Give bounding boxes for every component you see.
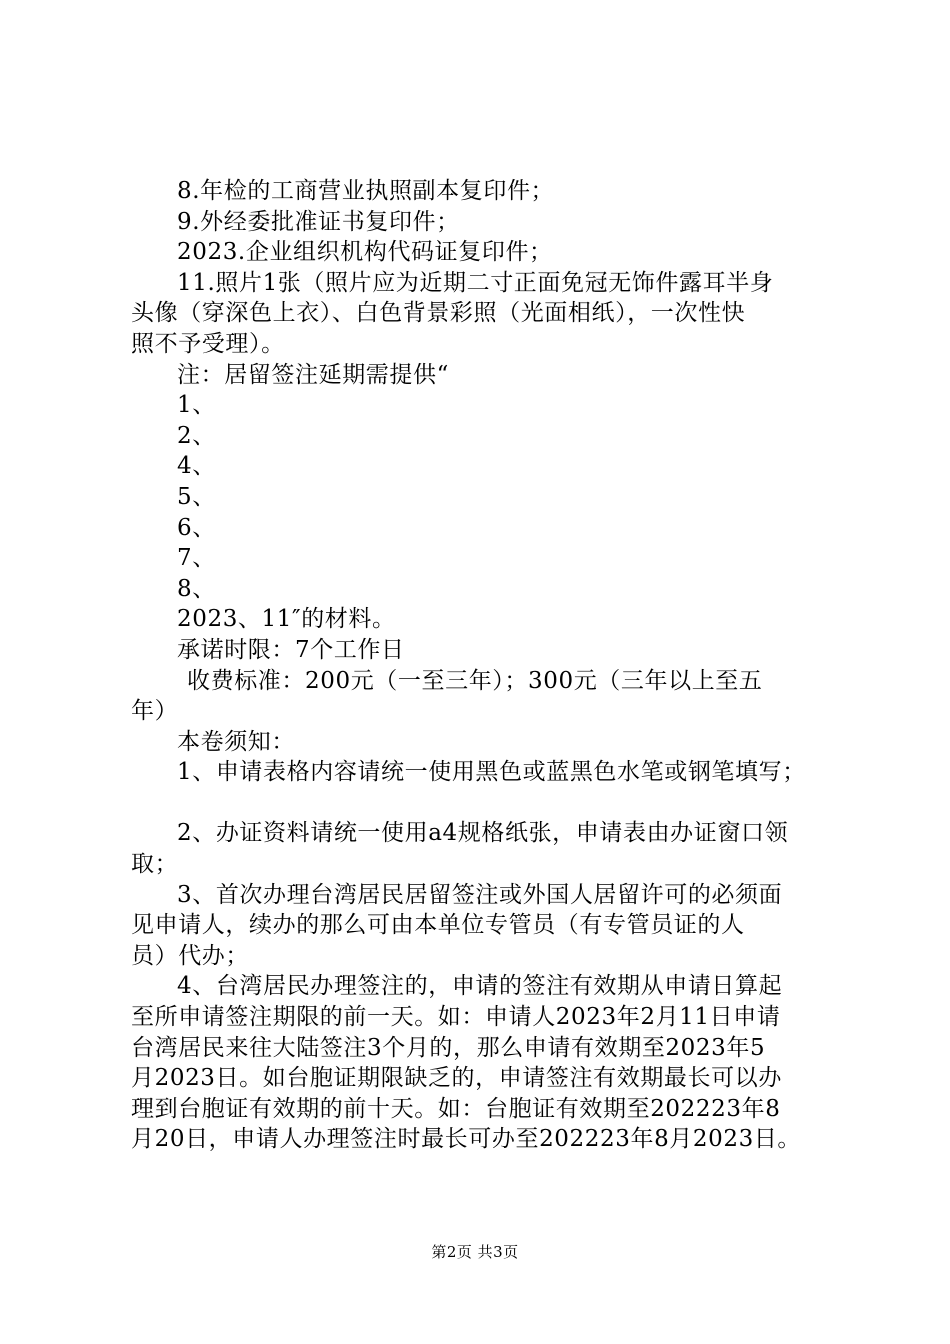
text-line: 注：居留签注延期需提供“: [177, 361, 449, 388]
list-item: 4、: [177, 453, 216, 480]
text-line: 理到台胞证有效期的前十天。如：台胞证有效期至202223年8: [131, 1095, 781, 1122]
text-line: 月2023日。如台胞证期限缺乏的，申请签注有效期最长可以办: [131, 1065, 782, 1092]
text-line: 4、台湾居民办理签注的，申请的签注有效期从申请日算起: [177, 973, 783, 1000]
paragraph-gap: [131, 788, 831, 819]
text-line: 年）: [131, 698, 179, 725]
text-line: 2023、11″的材料。: [177, 606, 396, 633]
text-line: 取；: [131, 851, 179, 878]
text-line: 8.年检的工商营业执照副本复印件；: [177, 178, 555, 204]
text-line: 承诺时限：7个工作日: [177, 636, 405, 663]
text-line: 照不予受理）。: [131, 330, 285, 357]
list-item: 1、: [177, 392, 216, 419]
text-line: 3、首次办理台湾居民居留签注或外国人居留许可的必须面: [177, 881, 783, 908]
list-item: 2、: [177, 422, 216, 449]
text-line: 员）代办；: [131, 942, 249, 969]
text-line: 收费标准：200元（一至三年）；300元（三年以上至五: [187, 667, 763, 694]
section-heading: 本卷须知：: [177, 728, 295, 755]
text-line: 台湾居民来往大陆签注3个月的，那么申请有效期至2023年5: [131, 1034, 766, 1061]
page-number-footer: 第2页 共3页: [431, 1243, 519, 1261]
text-line: 9.外经委批准证书复印件；: [177, 208, 460, 235]
text-line: 2023.企业组织机构代码证复印件；: [177, 239, 553, 266]
text-line: 1、申请表格内容请统一使用黑色或蓝黑色水笔或钢笔填写；: [177, 759, 806, 786]
list-item: 5、: [177, 483, 216, 510]
list-item: 8、: [177, 575, 216, 602]
text-line: 见申请人，续办的那么可由本单位专管员（有专管员证的人: [131, 912, 745, 939]
text-line: 11.照片1张（照片应为近期二寸正面免冠无饰件露耳半身: [177, 269, 774, 296]
list-item: 7、: [177, 545, 216, 572]
text-line: 月20日，申请人办理签注时最长可办至202223年8月2023日。: [131, 1126, 802, 1153]
text-line: 至所申请签注期限的前一天。如：申请人2023年2月11日申请: [131, 1004, 781, 1031]
text-line: 头像（穿深色上衣）、白色背景彩照（光面相纸），一次性快: [131, 300, 746, 327]
text-line: 2、办证资料请统一使用a4规格纸张，申请表由办证窗口领: [177, 820, 789, 847]
document-body: [131, 176, 831, 1155]
list-item: 6、: [177, 514, 216, 541]
